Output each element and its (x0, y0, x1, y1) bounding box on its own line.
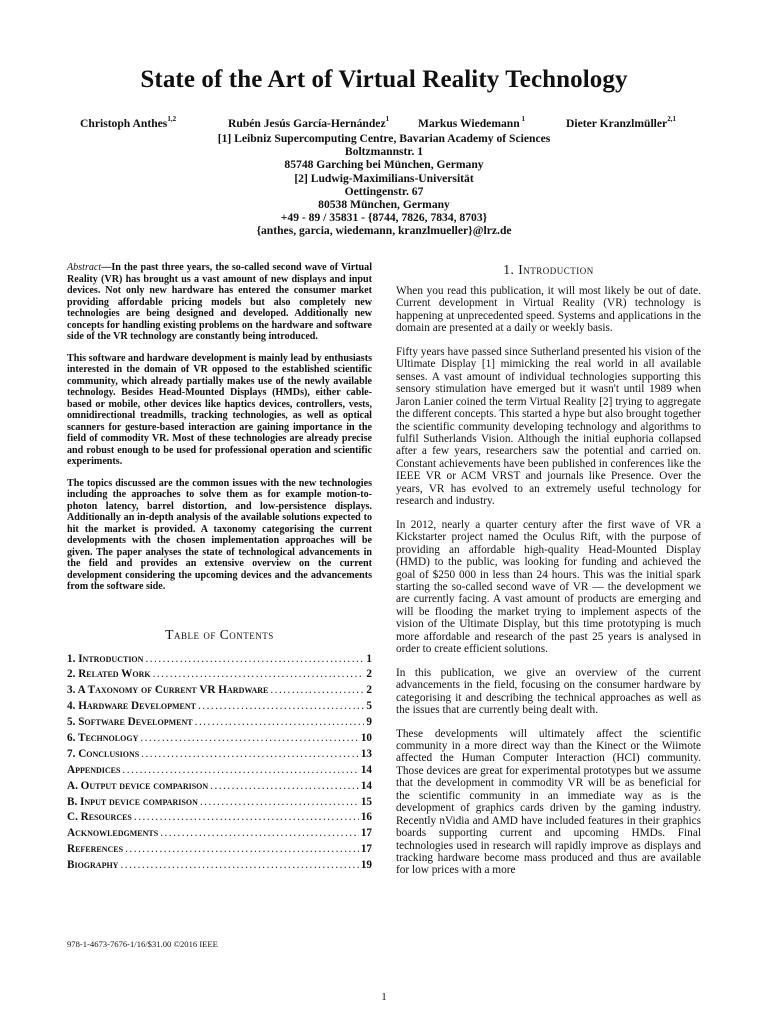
toc-entry-page: 14 (360, 779, 372, 792)
toc-entry-page: 17 (360, 843, 372, 856)
toc-entry[interactable] (67, 827, 372, 843)
toc-leader (210, 780, 359, 792)
toc-leader (122, 764, 358, 776)
toc-entry[interactable] (67, 653, 372, 669)
toc-entry-page: 16 (360, 811, 372, 824)
affiliation-email[interactable]: {anthes, garcia, wiedemann, kranzlmueller}@lrz.de (256, 224, 512, 238)
author-name: Rubén Jesús García-Hernández (228, 117, 386, 130)
toc-entry-page: 17 (360, 827, 372, 840)
toc-entry-page: 19 (360, 859, 372, 872)
author-list (80, 117, 690, 133)
table-of-contents (67, 653, 372, 875)
abstract (67, 262, 372, 593)
copyright-notice: 978-1-4673-7676-1/16/$31.00 ©2016 IEEE (67, 939, 218, 949)
toc-entry-page: 15 (360, 795, 372, 808)
toc-leader (140, 732, 358, 744)
affiliation-phone: +49 - 89 / 35831 - {8744, 7826, 7834, 8703} (280, 211, 488, 225)
toc-entry-page: 13 (360, 747, 372, 760)
toc-entry-page: 9 (366, 716, 372, 729)
toc-entry[interactable] (67, 796, 372, 812)
paper-title: State of the Art of Virtual Reality Technology (140, 66, 628, 93)
toc-entry[interactable] (67, 764, 372, 780)
body-paragraph: Fifty years have passed since Sutherland presented his vision of the Ultimate Display [1] mimicking the real world in all available senses. A vast amount of individual technologies supporting this sensory stimulation have emerged but it wasn't until 1989 when Jaron Lanier coined the term Virtual Reality [2] trying to aggregate the different concepts. This started a hype but also brought together the scientific community developing technology and algorithms to fulfil Sutherlands Vision. Although the initial euphoria collapsed after a few years, researchers saw the potential and carried on. Constant achievements have been published in conferences like the IEEE VR or ACM VRST and journals like Presence. Over the years, VR has evolved to an extremely useful technology for research and industry. (396, 345, 701, 508)
abstract-label: Abstract (67, 262, 102, 273)
affiliation-line: Oettingenstr. 67 (344, 184, 424, 198)
author-affiliation-marker: 1 (385, 115, 390, 123)
toc-heading: Table of Contents (165, 626, 274, 642)
toc-entry-title: Appendices (67, 763, 121, 776)
toc-leader (153, 668, 365, 680)
toc-entry-page: 1 (366, 652, 372, 665)
toc-leader (195, 716, 365, 728)
toc-entry-title: 3. A Taxonomy of Current VR Hardware (67, 684, 269, 697)
right-column (396, 262, 701, 888)
toc-leader (120, 859, 358, 871)
toc-entry-page: 10 (360, 731, 372, 744)
affiliation-line: 80538 München, Germany (318, 198, 450, 212)
toc-leader (134, 811, 359, 823)
affiliation-line: [1] Leibniz Supercomputing Centre, Bavarian Academy of Sciences (217, 132, 551, 145)
toc-leader (145, 653, 364, 665)
toc-entry-title: 6. Technology (67, 731, 139, 744)
introduction-body (396, 285, 701, 877)
toc-entry[interactable] (67, 811, 372, 827)
toc-leader (141, 748, 359, 760)
author-name: Dieter Kranzlmüller (566, 117, 668, 130)
toc-leader (200, 796, 359, 808)
toc-entry-title: 5. Software Development (67, 716, 193, 729)
author-3 (418, 117, 525, 130)
toc-entry-title: 7. Conclusions (67, 747, 140, 760)
toc-entry-title: B. Input device comparison (67, 795, 198, 808)
author-4 (566, 117, 676, 130)
body-paragraph: These developments will ultimately affect the scientific community in a more direct way than the Kinect or the Wiimote affected the Human Computer Interaction (HCI) community. Those devices are great for experimental prototypes but we assume that the development in commodity VR will be as beneficial for the scientific community in an immediate way as is the development of graphics cards driven by the gaming industry. Recently nVidia and AMD have included features in their graphics boards supporting current and upcoming HMDs. Final technologies used in research will rapidly improve as displays and tracking hardware become mass produced and thus are available for low prices with a more (396, 727, 701, 877)
toc-entry-title: 2. Related Work (67, 668, 151, 681)
toc-entry-page: 14 (360, 763, 372, 776)
affiliation-line: Boltzmannstr. 1 (344, 145, 424, 159)
author-2 (228, 117, 389, 130)
author-affiliation-marker: 1 (519, 115, 525, 123)
body-paragraph: When you read this publication, it will most likely be out of date. Current development in Virtual Reality (VR) technology is happening at unprecedented speed. Systems and applications in the domain are presented at a daily or weekly basis. (396, 285, 701, 335)
toc-leader (125, 843, 359, 855)
affiliation-line: [2] Ludwig-Maximilians-Universität (294, 171, 474, 185)
toc-entry[interactable] (67, 716, 372, 732)
abstract-text: —In the past three years, the so-called second wave of Virtual Reality (VR) has brought us a vast amount of new displays and input devices. Not only new hardware has entered the consumer market providing affordable pricing models but also completely new technologies are being designed and developed. Additionally new concepts for handling existing problems on the hardware and software side of the VR technology are constantly being introduced. (67, 262, 372, 342)
toc-entry-title: A. Output device comparison (67, 779, 209, 792)
author-affiliation-marker: 2,1 (667, 115, 676, 123)
toc-entry-title: C. Resources (67, 811, 132, 824)
toc-entry-title: References (67, 843, 124, 856)
body-paragraph: In 2012, nearly a quarter century after the first wave of VR a Kickstarter project named the Oculus Rift, with the purpose of providing an affordable high-quality Head-Mounted Display (HMD) to the public, was looking for funding and achieved the goal of $250 000 in less than 24 hours. This was the initial spark starting the so-called second wave of VR — the development we are currently facing. A vast amount of products are emerging and will be flooding the market trying to implement aspects of the vision of the Ultimate Display, but this time prototyping is much more affordable and research of the past 25 years is analysed in order to create efficient solutions. (396, 518, 701, 656)
left-column (67, 262, 372, 875)
affiliation-block (0, 132, 768, 238)
toc-entry-title: 1. Introduction (67, 652, 144, 665)
toc-leader (198, 700, 364, 712)
abstract-paragraph: This software and hardware development is mainly lead by enthusiasts interested in the domain of VR opposed to the established scientific community, which already partially makes use of the newly available technology. Besides Head-Mounted Displays (HMDs), either cable-based or mobile, other devices like haptics devices, controllers, vests, omnidirectional treadmills, tracking technologies, as well as optical scanners for gesture-based interaction are gaining importance in the field of commodity VR. Most of these technologies are already precise and robust enough to be used for professional operation and scientific experiments. (67, 352, 372, 467)
page-number: 1 (381, 991, 387, 1003)
toc-entry-page: 2 (366, 684, 372, 697)
toc-leader (160, 827, 359, 839)
body-paragraph: In this publication, we give an overview of the current advancements in the field, focusing on the consumer hardware by categorising it and describing the technical approaches as well as the issues that are currently being dealt with. (396, 666, 701, 717)
toc-entry-page: 5 (366, 700, 372, 713)
author-1 (80, 117, 176, 130)
toc-entry[interactable] (67, 684, 372, 700)
toc-entry[interactable] (67, 859, 372, 875)
section-heading-introduction: 1. Introduction (503, 262, 594, 277)
toc-entry-title: 4. Hardware Development (67, 700, 196, 713)
toc-entry[interactable] (67, 843, 372, 859)
toc-entry[interactable] (67, 700, 372, 716)
toc-entry-title: Acknowledgments (67, 827, 159, 840)
toc-entry-title: Biography (67, 859, 119, 872)
abstract-paragraph: The topics discussed are the common issues with the new technologies including the approaches to solve them as for example motion-to-photon latency, barrel distortion, and low-persistence displays. Additionally an in-depth analysis of the available solutions expected to hit the market is provided. A taxonomy categorising the current developments with the chosen implementation approaches will be given. The paper analyses the state of technological advancements in the field and provides an extensive overview on the current development considering the upcoming devices and the advancements from the software side. (67, 477, 372, 592)
toc-entry[interactable] (67, 780, 372, 796)
abstract-paragraph (67, 262, 372, 343)
toc-entry[interactable] (67, 748, 372, 764)
toc-entry[interactable] (67, 668, 372, 684)
author-name: Christoph Anthes (80, 117, 168, 130)
toc-leader (270, 684, 364, 696)
author-name: Markus Wiedemann (418, 117, 520, 130)
toc-entry[interactable] (67, 732, 372, 748)
affiliation-line: 85748 Garching bei München, Germany (284, 158, 484, 172)
author-affiliation-marker: 1,2 (167, 115, 177, 123)
toc-entry-page: 2 (366, 668, 372, 681)
